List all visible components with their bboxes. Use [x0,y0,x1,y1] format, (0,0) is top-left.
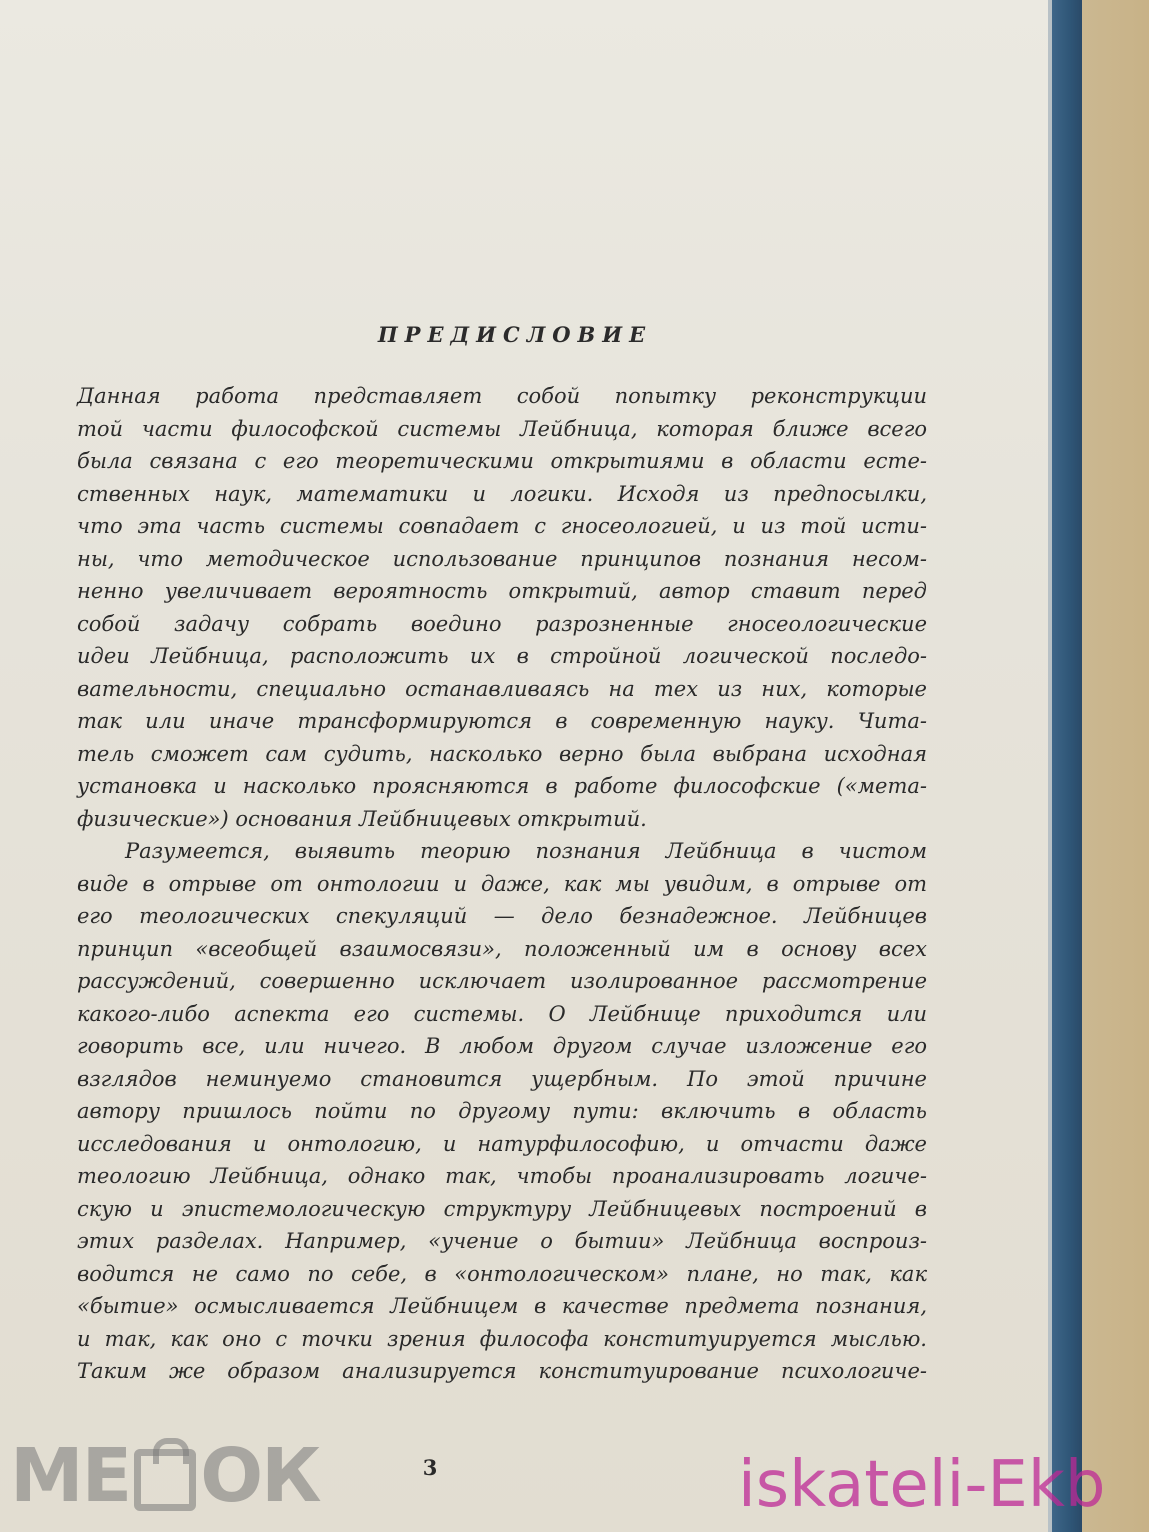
text-line: физические») основания Лейбницевых открытий. [77,806,647,831]
text-line: виде в отрыве от онтологии и даже, как мы увидим, в отрыве от [77,871,927,896]
text-line: какого-либо аспекта его системы. О Лейбнице приходится или [77,1001,927,1026]
text-line: Таким же образом анализируется конституирование психологиче- [77,1359,927,1383]
text-line: автору пришлось пойти по другому пути: включить в область [77,1099,927,1123]
text-line: скую и эпистемологическую структуру Лейбницевых построений в [77,1196,927,1221]
text-line: так или иначе трансформируются в современную науку. Чита- [77,709,927,733]
text-line: той части философской системы Лейбница, которая ближе всего [77,416,927,441]
desk-surface [1082,0,1149,1532]
text-line: ны, что методическое использование принципов познания несом- [77,546,927,571]
text-line: собой задачу собрать воедино разрозненные гносеологические [77,611,927,636]
text-line: идеи Лейбница, расположить их в стройной логической последо- [77,644,927,668]
text-line: установка и насколько проясняются в работе философские («мета- [77,774,927,798]
text-line: Разумеется, выявить теорию познания Лейбница в чистом [125,839,927,863]
text-line: что эта часть системы совпадает с гносеологией, и из той исти- [77,514,927,538]
text-line: взглядов неминуемо становится ущербным. По этой причине [77,1066,927,1091]
text-line: тель сможет сам судить, насколько верно была выбрана исходная [77,741,927,766]
text-line: ственных наук, математики и логики. Исходя из предпосылки, [77,481,927,506]
text-line: ненно увеличивает вероятность открытий, автор ставит перед [77,579,927,603]
watermark-logo [10,1433,320,1519]
text-line: и так, как оно с точки зрения философа конституируется мыслью. [77,1326,927,1351]
text-line: Данная работа представляет собой попытку реконструкции [77,384,927,408]
book-cover-edge [1052,0,1082,1532]
text-line: этих разделах. Например, «учение о бытии» Лейбница воспроиз- [77,1229,927,1253]
text-line: его теологических спекуляций — дело безнадежное. Лейбницев [77,904,927,928]
text-line: теологию Лейбница, однако так, чтобы проанализировать логиче- [77,1164,927,1188]
watermark-logo-text-start: МЕ [10,1433,131,1519]
text-line: говорить все, или ничего. В любом другом случае изложение его [77,1034,927,1058]
seller-watermark: iskateli-Ekb [738,1448,1106,1522]
page-number: 3 [422,1455,438,1480]
text-line: была связана с его теоретическими открытиями в области есте- [77,449,927,473]
shopping-bag-icon [134,1449,196,1511]
text-line: рассуждений, совершенно исключает изолированное рассмотрение [77,969,927,993]
text-line: исследования и онтологию, и натурфилософию, и отчасти даже [77,1131,927,1156]
text-line: принцип «всеобщей взаимосвязи», положенный им в основу всех [77,936,927,961]
text-line: «бытие» осмысливается Лейбницем в качестве предмета познания, [77,1294,927,1318]
chapter-title: ПРЕДИСЛОВИЕ [377,322,653,347]
body-text [77,380,927,1388]
watermark-logo-text-end: ОК [200,1433,320,1519]
text-line: водится не само по себе, в «онтологическом» плане, но так, как [77,1261,927,1286]
text-line: вательности, специально останавливаясь на тех из них, которые [77,676,927,701]
